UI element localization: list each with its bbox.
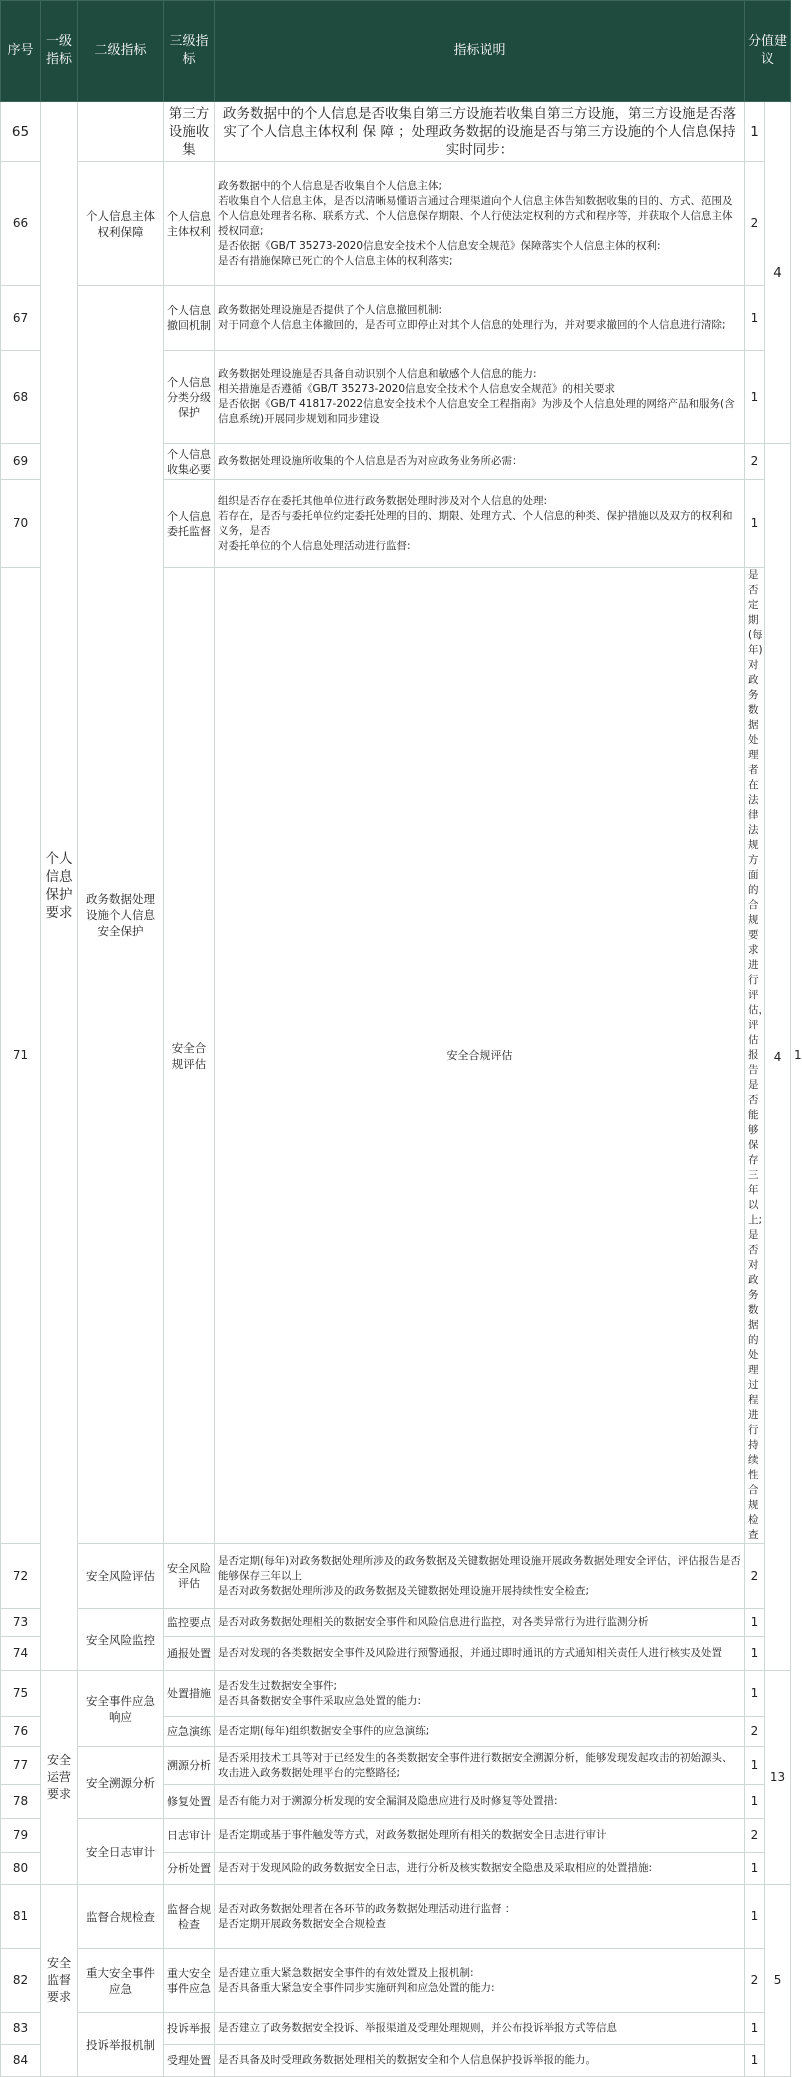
level3-cell: 溯源分析 [164, 1747, 215, 1785]
desc-cell: 是否定期(每年)组织数据安全事件的应急演练; [215, 1717, 745, 1747]
col-score-header: 分值建议 [745, 1, 791, 102]
level2-cell: 安全合规评估 [164, 568, 215, 1544]
score-cell: 2 [745, 162, 765, 286]
desc-cell: 是否对政务数据处理者在各环节的政务数据处理活动进行监督 ： 是否定期开展政务数据安全合规检查 [215, 1885, 745, 1949]
col-desc-header: 指标说明 [215, 1, 745, 102]
group-score-cell: 4 [765, 102, 791, 444]
level3-cell: 分析处置 [164, 1853, 215, 1885]
score-cell: 2 [745, 1949, 765, 2013]
row-number: 65 [1, 102, 41, 162]
level3-cell: 监控要点 [164, 1609, 215, 1637]
row-number: 73 [1, 1609, 41, 1637]
desc-cell: 是否具备及时受理政务数据处理相关的数据安全和个人信息保护投诉举报的能力。 [215, 2045, 745, 2077]
row-number: 80 [1, 1853, 41, 1885]
row-number: 74 [1, 1637, 41, 1671]
score-cell: 2 [745, 1544, 765, 1609]
level3-cell: 第三方设施收集 [164, 102, 215, 162]
desc-cell: 政务数据中的个人信息是否收集自个人信息主体; 若收集自个人信息主体，是否以清晰易懂语言通过合理渠道向个人信息主体告知数据收集的目的、方式、范围及个人信息处理者名称、联系方式、个人信息保存期限、个人行使法定权利的方式和程序等，并获取个人信息主体授权同意; 是否依据《GB/T 35273-2020信息安全技术个人信息安全规范》保障落实个人信息主体的权利: 是否有措施保障已死亡的个人信息主体的权利落实; [215, 162, 745, 286]
level3-cell: 日志审计 [164, 1819, 215, 1853]
level3-cell: 受理处置 [164, 2045, 215, 2077]
row-number: 66 [1, 162, 41, 286]
level3-cell: 个人信息分类分级保护 [164, 351, 215, 444]
level3-cell: 个人信息撤回机制 [164, 286, 215, 351]
level1-cell: 个人信息保护要求 [41, 102, 78, 1671]
level2-cell: 政务数据处理设施个人信息安全保护 [78, 286, 164, 1544]
table-row [1, 1609, 791, 1637]
group-score-cell: 5 [765, 1885, 791, 2077]
level2-cell-empty [78, 102, 164, 162]
table-row [1, 1819, 791, 1853]
score-cell: 1 [745, 1785, 765, 1819]
row-number: 84 [1, 2045, 41, 2077]
score-cell: 1 [745, 1747, 765, 1785]
row-number: 82 [1, 1949, 41, 2013]
desc-cell: 政务数据处理设施所收集的个人信息是否为对应政务业务所必需： [215, 444, 745, 480]
row-number: 77 [1, 1747, 41, 1785]
table-row [1, 2013, 791, 2045]
table-row [1, 1949, 791, 2013]
level2-cell: 投诉举报机制 [78, 2013, 164, 2077]
score-cell: 1 [745, 286, 765, 351]
desc-cell: 政务数据处理设施是否具备自动识别个人信息和敏感个人信息的能力: 相关措施是否遵循《GB/T 35273-2020信息安全技术个人信息安全规范》的相关要求 是否依据《GB/T 41817-2022信息安全技术个人信息安全工程指南》为涉及个人信息处理的网络产品和服务(含信息系统)开展同步规划和同步建设 [215, 351, 745, 444]
desc-cell: 是否定期(每年)对政务数据处理者在法律法规方面的合规要求进行评估，评估报告是否能够保存三年以上; 是否对政务数据的处理过程进行持续性合规检查 [745, 568, 765, 1544]
score-cell: 1 [745, 2013, 765, 2045]
level2-cell: 监督合规检查 [78, 1885, 164, 1949]
level2-cell: 安全事件应急响应 [78, 1671, 164, 1747]
group-score-cell: 13 [765, 1671, 791, 1885]
table-row [1, 102, 791, 162]
row-number: 72 [1, 1544, 41, 1609]
level2-cell: 安全日志审计 [78, 1819, 164, 1885]
score-cell: 1 [745, 1885, 765, 1949]
score-cell: 1 [745, 1853, 765, 1885]
score-cell: 1 [745, 2045, 765, 2077]
desc-cell: 是否对发现的各类数据安全事件及风险进行预警通报，并通过即时通讯的方式通知相关责任人进行核实及处置 [215, 1637, 745, 1671]
row-number: 71 [1, 568, 41, 1544]
score-cell: 1 [745, 351, 765, 444]
desc-cell: 是否采用技术工具等对于已经发生的各类数据安全事件进行数据安全溯源分析，能够发现发起攻击的初始源头、攻击进入政务数据处理平台的完整路径; [215, 1747, 745, 1785]
score-cell: 2 [745, 444, 765, 480]
row-number: 75 [1, 1671, 41, 1717]
table-row [1, 1544, 791, 1609]
level3-cell: 个人信息收集必要 [164, 444, 215, 480]
row-number: 69 [1, 444, 41, 480]
desc-cell: 是否对政务数据处理相关的数据安全事件和风险信息进行监控，对各类异常行为进行监测分析 [215, 1609, 745, 1637]
level3-cell: 安全合规评估 [215, 568, 745, 1544]
level3-cell: 个人信息委托监督 [164, 480, 215, 568]
score-cell: 1 [745, 1671, 765, 1717]
row-number: 68 [1, 351, 41, 444]
col-level2-header: 二级指标 [78, 1, 164, 102]
col-index-header: 序号 [1, 1, 41, 102]
row-number: 67 [1, 286, 41, 351]
desc-cell: 组织是否存在委托其他单位进行政务数据处理时涉及对个人信息的处理: 若存在，是否与委托单位约定委托处理的目的、期限、处理方式、个人信息的种类、保护措施以及双方的权利和义务，是否 对委托单位的个人信息处理活动进行监督: [215, 480, 745, 568]
level3-cell: 安全风险评估 [164, 1544, 215, 1609]
desc-cell: 政务数据中的个人信息是否收集自第三方设施若收集自第三方设施，第三方设施是否落实了个人信息主体权利 保 障 ；处理政务数据的设施是否与第三方设施的个人信息保持实时同步： [215, 102, 745, 162]
level2-cell: 安全风险监控 [78, 1609, 164, 1671]
score-cell: 1 [745, 1609, 765, 1637]
table-row [1, 162, 791, 286]
level3-cell: 投诉举报 [164, 2013, 215, 2045]
level3-cell: 处置措施 [164, 1671, 215, 1717]
desc-cell: 是否定期(每年)对政务数据处理所涉及的政务数据及关键数据处理设施开展政务数据处理安全评估，评估报告是否能够保存三年以上 是否对政务数据处理所涉及的政务数据及关键数据处理设施开展持续性安全检查; [215, 1544, 745, 1609]
level3-cell: 个人信息主体权利 [164, 162, 215, 286]
level2-cell: 重大安全事件应急 [78, 1949, 164, 2013]
level2-cell: 安全风险评估 [78, 1544, 164, 1609]
table-row [1, 1747, 791, 1785]
level3-cell: 通报处置 [164, 1637, 215, 1671]
desc-cell: 是否有能力对于溯源分析发现的安全漏洞及隐患应进行及时修复等处置措: [215, 1785, 745, 1819]
level3-cell: 应急演练 [164, 1717, 215, 1747]
table-row [1, 1885, 791, 1949]
row-number: 81 [1, 1885, 41, 1949]
level3-cell: 重大安全事件应急 [164, 1949, 215, 2013]
desc-cell: 是否建立重大紧急数据安全事件的有效处置及上报机制: 是否具备重大紧急安全事件同步实施研判和应急处置的能力: [215, 1949, 745, 2013]
level1-cell: 安全运营要求 [41, 1671, 78, 1885]
row-number: 83 [1, 2013, 41, 2045]
level2-cell: 个人信息主体权利保障 [78, 162, 164, 286]
desc-cell: 是否发生过数据安全事件; 是否具备数据安全事件采取应急处置的能力: [215, 1671, 745, 1717]
row-number: 79 [1, 1819, 41, 1853]
row-number: 78 [1, 1785, 41, 1819]
col-level1-header: 一级指标 [41, 1, 78, 102]
level2-cell: 安全溯源分析 [78, 1747, 164, 1819]
score-cell: 1 [745, 480, 765, 568]
table-row [1, 1671, 791, 1717]
score-cell: 2 [745, 1819, 765, 1853]
score-cell: 1 [745, 1637, 765, 1671]
table-row [1, 286, 791, 351]
desc-cell: 政务数据处理设施是否提供了个人信息撤回机制: 对于同意个人信息主体撤回的，是否可立即停止对其个人信息的处理行为，并对要求撤回的个人信息进行清除; [215, 286, 745, 351]
row-number: 76 [1, 1717, 41, 1747]
desc-cell: 是否定期或基于事件触发等方式，对政务数据处理所有相关的数据安全日志进行审计 [215, 1819, 745, 1853]
level3-cell: 监督合规检查 [164, 1885, 215, 1949]
header-row [1, 1, 791, 102]
row-number: 70 [1, 480, 41, 568]
level1-cell: 安全监督要求 [41, 1885, 78, 2077]
desc-cell: 是否建立了政务数据安全投诉、举报渠道及受理处理规则，并公布投诉举报方式等信息 [215, 2013, 745, 2045]
score-cell: 2 [745, 1717, 765, 1747]
desc-cell: 是否对于发现风险的政务数据安全日志，进行分析及核实数据安全隐患及采取相应的处置措施: [215, 1853, 745, 1885]
col-level3-header: 三级指标 [164, 1, 215, 102]
group-score-cell: 4 [765, 444, 791, 1671]
table-row: 71 安全合规评估 安全合规评估 是否定期(每年)对政务数据处理者在法律法规方面的合规要求进行评估，评估报告是否能够保存三年以上; 是否对政务数据的处理过程进行持续性合规检查 1 [1, 568, 791, 1544]
score-cell: 1 [745, 102, 765, 162]
level3-cell: 修复处置 [164, 1785, 215, 1819]
